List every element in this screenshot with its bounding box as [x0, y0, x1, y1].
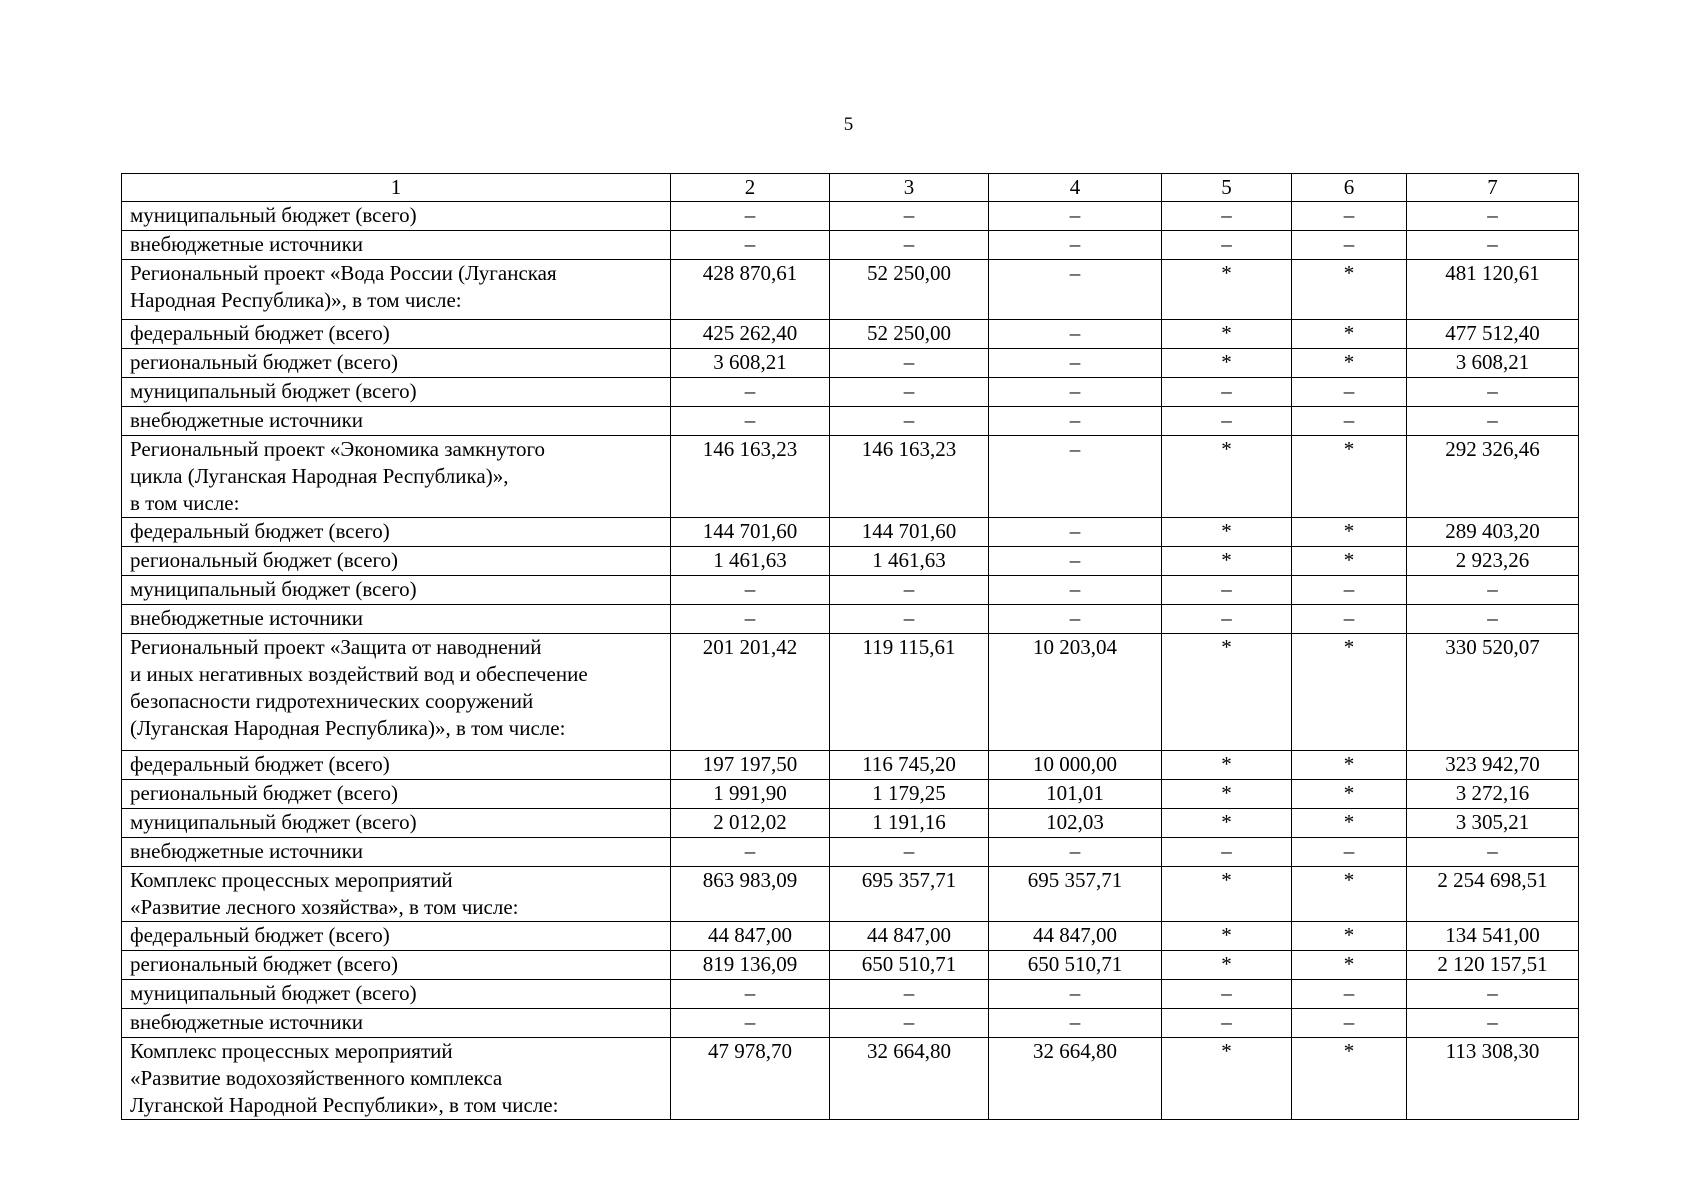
cell-col-5: *	[1162, 951, 1292, 980]
cell-col-3: –	[830, 407, 989, 436]
cell-col-5: *	[1162, 518, 1292, 547]
cell-col-2: –	[671, 1009, 830, 1038]
cell-col-6: *	[1292, 809, 1407, 838]
cell-col-3: –	[830, 378, 989, 407]
cell-col-5: *	[1162, 922, 1292, 951]
cell-col-6: *	[1292, 922, 1407, 951]
table-row	[122, 518, 1579, 547]
cell-col-4: –	[989, 378, 1162, 407]
cell-col-6: –	[1292, 407, 1407, 436]
cell-col-2: 819 136,09	[671, 951, 830, 980]
table-row	[122, 436, 1579, 518]
cell-col-5: –	[1162, 231, 1292, 260]
cell-col-5: –	[1162, 980, 1292, 1009]
cell-col-5: *	[1162, 751, 1292, 780]
cell-col-6: *	[1292, 436, 1407, 518]
cell-col-7: 2 923,26	[1407, 547, 1579, 576]
table-row	[122, 951, 1579, 980]
table-row	[122, 231, 1579, 260]
cell-col-7: 2 120 157,51	[1407, 951, 1579, 980]
cell-col-3: –	[830, 349, 989, 378]
cell-col-2: 146 163,23	[671, 436, 830, 518]
row-label: муниципальный бюджет (всего)	[122, 809, 671, 838]
cell-col-5: –	[1162, 605, 1292, 634]
cell-col-2: –	[671, 605, 830, 634]
cell-col-5: *	[1162, 260, 1292, 320]
cell-col-5: *	[1162, 867, 1292, 922]
cell-col-7: 289 403,20	[1407, 518, 1579, 547]
cell-col-2: 428 870,61	[671, 260, 830, 320]
cell-col-7: –	[1407, 202, 1579, 231]
cell-col-6: *	[1292, 349, 1407, 378]
cell-col-3: 695 357,71	[830, 867, 989, 922]
cell-col-5: –	[1162, 407, 1292, 436]
column-header: 7	[1407, 174, 1579, 202]
cell-col-6: –	[1292, 378, 1407, 407]
cell-col-3: –	[830, 838, 989, 867]
cell-col-7: 323 942,70	[1407, 751, 1579, 780]
cell-col-5: *	[1162, 809, 1292, 838]
table-row	[122, 260, 1579, 320]
row-label: внебюджетные источники	[122, 407, 671, 436]
cell-col-7: –	[1407, 838, 1579, 867]
cell-col-5: –	[1162, 576, 1292, 605]
cell-col-3: –	[830, 231, 989, 260]
table-row	[122, 605, 1579, 634]
cell-col-2: –	[671, 576, 830, 605]
cell-col-6: –	[1292, 838, 1407, 867]
cell-col-7: –	[1407, 576, 1579, 605]
cell-col-4: 32 664,80	[989, 1038, 1162, 1120]
cell-col-6: –	[1292, 1009, 1407, 1038]
table-row	[122, 809, 1579, 838]
cell-col-6: *	[1292, 260, 1407, 320]
cell-col-5: *	[1162, 1038, 1292, 1120]
cell-col-6: *	[1292, 867, 1407, 922]
cell-col-4: –	[989, 202, 1162, 231]
table-row	[122, 751, 1579, 780]
row-label: внебюджетные источники	[122, 1009, 671, 1038]
cell-col-6: *	[1292, 951, 1407, 980]
row-label: муниципальный бюджет (всего)	[122, 576, 671, 605]
table-row	[122, 980, 1579, 1009]
cell-col-3: –	[830, 1009, 989, 1038]
cell-col-2: 863 983,09	[671, 867, 830, 922]
table-row	[122, 407, 1579, 436]
row-label: региональный бюджет (всего)	[122, 547, 671, 576]
cell-col-7: 481 120,61	[1407, 260, 1579, 320]
cell-col-7: 330 520,07	[1407, 634, 1579, 751]
cell-col-4: –	[989, 1009, 1162, 1038]
cell-col-4: –	[989, 518, 1162, 547]
cell-col-2: 44 847,00	[671, 922, 830, 951]
table-row	[122, 576, 1579, 605]
cell-col-3: 1 191,16	[830, 809, 989, 838]
cell-col-5: *	[1162, 320, 1292, 349]
cell-col-3: 116 745,20	[830, 751, 989, 780]
cell-col-6: –	[1292, 605, 1407, 634]
table-row	[122, 1038, 1579, 1120]
cell-col-6: *	[1292, 320, 1407, 349]
cell-col-2: 201 201,42	[671, 634, 830, 751]
cell-col-3: 52 250,00	[830, 260, 989, 320]
cell-col-5: *	[1162, 349, 1292, 378]
row-label: федеральный бюджет (всего)	[122, 518, 671, 547]
cell-col-6: –	[1292, 231, 1407, 260]
cell-col-3: 32 664,80	[830, 1038, 989, 1120]
row-label: внебюджетные источники	[122, 838, 671, 867]
cell-col-2: 3 608,21	[671, 349, 830, 378]
cell-col-7: 3 608,21	[1407, 349, 1579, 378]
cell-col-2: –	[671, 231, 830, 260]
row-label: внебюджетные источники	[122, 231, 671, 260]
cell-col-3: –	[830, 576, 989, 605]
cell-col-3: 650 510,71	[830, 951, 989, 980]
cell-col-7: 2 254 698,51	[1407, 867, 1579, 922]
cell-col-4: –	[989, 231, 1162, 260]
cell-col-5: *	[1162, 547, 1292, 576]
cell-col-2: 2 012,02	[671, 809, 830, 838]
cell-col-3: –	[830, 202, 989, 231]
cell-col-2: –	[671, 378, 830, 407]
column-header: 4	[989, 174, 1162, 202]
cell-col-4: 650 510,71	[989, 951, 1162, 980]
table-row	[122, 634, 1579, 751]
column-header: 1	[122, 174, 671, 202]
cell-col-4: –	[989, 838, 1162, 867]
row-label: Комплекс процессных мероприятий «Развитие водохозяйственного комплекса Луганской Народной Республики», в том числе:	[122, 1038, 671, 1120]
cell-col-7: –	[1407, 980, 1579, 1009]
cell-col-3: 144 701,60	[830, 518, 989, 547]
cell-col-4: –	[989, 349, 1162, 378]
cell-col-4: –	[989, 320, 1162, 349]
row-label: региональный бюджет (всего)	[122, 349, 671, 378]
table-row	[122, 547, 1579, 576]
cell-col-5: –	[1162, 202, 1292, 231]
cell-col-7: 3 272,16	[1407, 780, 1579, 809]
cell-col-2: 144 701,60	[671, 518, 830, 547]
cell-col-4: –	[989, 576, 1162, 605]
row-label: Региональный проект «Экономика замкнутого цикла (Луганская Народная Республика)», в том числе:	[122, 436, 671, 518]
cell-col-6: *	[1292, 634, 1407, 751]
cell-col-6: *	[1292, 547, 1407, 576]
cell-col-7: –	[1407, 231, 1579, 260]
cell-col-7: 292 326,46	[1407, 436, 1579, 518]
cell-col-2: 1 991,90	[671, 780, 830, 809]
cell-col-5: *	[1162, 634, 1292, 751]
row-label: федеральный бюджет (всего)	[122, 320, 671, 349]
cell-col-7: 477 512,40	[1407, 320, 1579, 349]
cell-col-2: –	[671, 407, 830, 436]
cell-col-7: –	[1407, 378, 1579, 407]
cell-col-6: *	[1292, 1038, 1407, 1120]
cell-col-2: 1 461,63	[671, 547, 830, 576]
page-number: 5	[843, 114, 854, 135]
cell-col-3: –	[830, 605, 989, 634]
cell-col-2: 425 262,40	[671, 320, 830, 349]
cell-col-7: –	[1407, 407, 1579, 436]
cell-col-3: 52 250,00	[830, 320, 989, 349]
table-row	[122, 922, 1579, 951]
row-label: федеральный бюджет (всего)	[122, 922, 671, 951]
column-header: 5	[1162, 174, 1292, 202]
table-row	[122, 838, 1579, 867]
row-label: муниципальный бюджет (всего)	[122, 378, 671, 407]
row-label: региональный бюджет (всего)	[122, 780, 671, 809]
cell-col-4: 102,03	[989, 809, 1162, 838]
cell-col-4: 10 000,00	[989, 751, 1162, 780]
table-row	[122, 349, 1579, 378]
cell-col-4: 44 847,00	[989, 922, 1162, 951]
table-row	[122, 867, 1579, 922]
cell-col-6: *	[1292, 518, 1407, 547]
table-row	[122, 780, 1579, 809]
cell-col-7: –	[1407, 605, 1579, 634]
cell-col-3: 119 115,61	[830, 634, 989, 751]
cell-col-6: *	[1292, 780, 1407, 809]
row-label: Региональный проект «Защита от наводнений и иных негативных воздействий вод и обеспечение безопасности гидротехнических сооружений (Луганская Народная Республика)», в том числе:	[122, 634, 671, 751]
column-header: 3	[830, 174, 989, 202]
cell-col-4: –	[989, 436, 1162, 518]
cell-col-7: 113 308,30	[1407, 1038, 1579, 1120]
cell-col-2: 197 197,50	[671, 751, 830, 780]
row-label: Комплекс процессных мероприятий «Развитие лесного хозяйства», в том числе:	[122, 867, 671, 922]
cell-col-2: 47 978,70	[671, 1038, 830, 1120]
column-header: 2	[671, 174, 830, 202]
cell-col-4: 101,01	[989, 780, 1162, 809]
cell-col-7: 3 305,21	[1407, 809, 1579, 838]
cell-col-3: 146 163,23	[830, 436, 989, 518]
table-row	[122, 320, 1579, 349]
table-header-row	[122, 174, 1579, 202]
table-row	[122, 1009, 1579, 1038]
cell-col-4: –	[989, 547, 1162, 576]
cell-col-2: –	[671, 980, 830, 1009]
row-label: внебюджетные источники	[122, 605, 671, 634]
cell-col-4: 10 203,04	[989, 634, 1162, 751]
table-row	[122, 202, 1579, 231]
table-row	[122, 378, 1579, 407]
cell-col-4: –	[989, 605, 1162, 634]
cell-col-4: 695 357,71	[989, 867, 1162, 922]
cell-col-3: –	[830, 980, 989, 1009]
cell-col-6: *	[1292, 751, 1407, 780]
row-label: федеральный бюджет (всего)	[122, 751, 671, 780]
cell-col-3: 1 179,25	[830, 780, 989, 809]
cell-col-6: –	[1292, 576, 1407, 605]
cell-col-6: –	[1292, 980, 1407, 1009]
row-label: муниципальный бюджет (всего)	[122, 980, 671, 1009]
cell-col-3: 1 461,63	[830, 547, 989, 576]
budget-table	[121, 173, 1579, 1120]
cell-col-5: –	[1162, 378, 1292, 407]
cell-col-2: –	[671, 202, 830, 231]
cell-col-5: *	[1162, 436, 1292, 518]
cell-col-5: –	[1162, 1009, 1292, 1038]
cell-col-4: –	[989, 260, 1162, 320]
cell-col-5: *	[1162, 780, 1292, 809]
cell-col-5: –	[1162, 838, 1292, 867]
cell-col-4: –	[989, 407, 1162, 436]
cell-col-6: –	[1292, 202, 1407, 231]
cell-col-2: –	[671, 838, 830, 867]
cell-col-4: –	[989, 980, 1162, 1009]
row-label: Региональный проект «Вода России (Луганская Народная Республика)», в том числе:	[122, 260, 671, 320]
row-label: региональный бюджет (всего)	[122, 951, 671, 980]
cell-col-7: –	[1407, 1009, 1579, 1038]
cell-col-3: 44 847,00	[830, 922, 989, 951]
column-header: 6	[1292, 174, 1407, 202]
cell-col-7: 134 541,00	[1407, 922, 1579, 951]
row-label: муниципальный бюджет (всего)	[122, 202, 671, 231]
